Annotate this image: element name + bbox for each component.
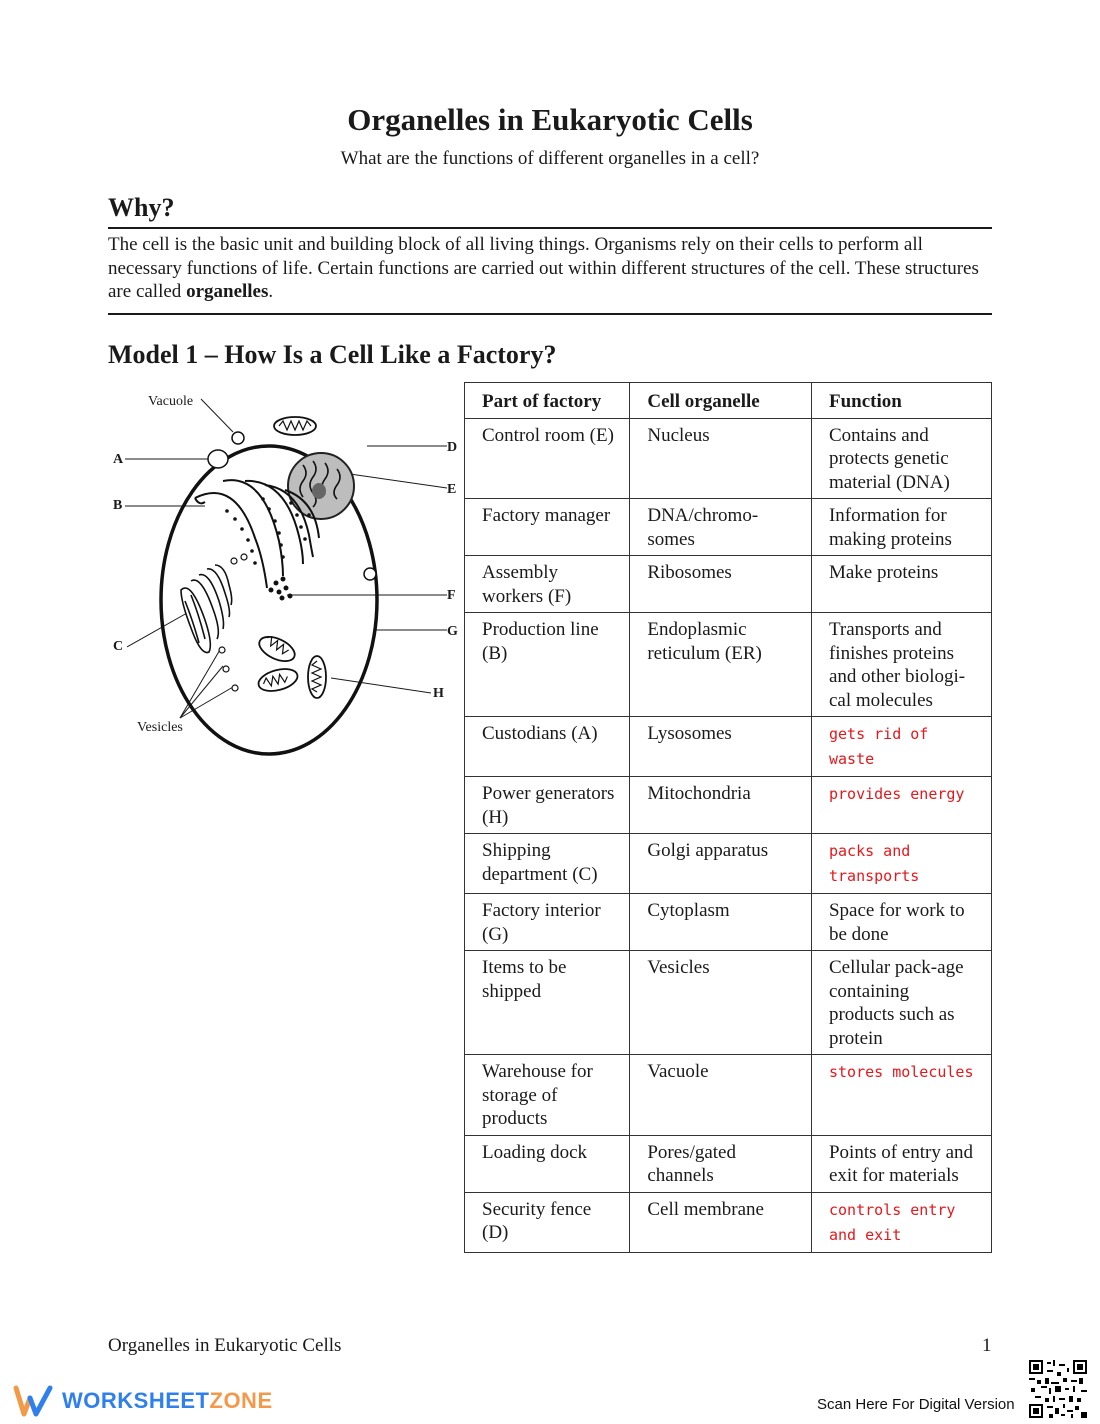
brand-name-zone: ZONE [209,1388,273,1413]
cell-organelle: Vacuole [630,1055,812,1136]
cell-factory-part: Factory interior (G) [465,894,630,951]
cell-factory-part: Loading dock [465,1135,630,1192]
cell-function: Cellular pack-age containing products such as protein [811,951,991,1055]
label-c: C [113,639,124,654]
cell-organelle: Mitochondria [630,777,812,834]
cell-factory-part: Custodians (A) [465,717,630,777]
worksheetzone-logo-icon [14,1384,54,1418]
label-a: A [113,452,124,467]
cell-function: Transports and finishes proteins and other biologi-cal molecules [811,613,991,717]
lysosome-shape [208,450,228,468]
table-row [465,418,992,499]
vesicle-shape [219,647,225,653]
page-title: Organelles in Eukaryotic Cells [347,102,753,137]
cell-factory-part: Shipping department (C) [465,834,630,894]
cell-organelle: Endoplasmic reticulum (ER) [630,613,812,717]
section-rule [108,313,992,315]
table-row [465,717,992,777]
handwritten-answer: controls entry and exit [811,1192,991,1252]
vesicle-shape [223,666,229,672]
brand-name-worksheet: WORKSHEET [62,1388,210,1413]
mitochondrion-shape [308,656,326,698]
cell-organelle: Golgi apparatus [630,834,812,894]
vacuole-shape [232,432,244,444]
table-body [465,418,992,1252]
table-row [465,1135,992,1192]
cell-organelle: Pores/gated channels [630,1135,812,1192]
cell-function: Make proteins [811,556,991,613]
cell-organelle: Nucleus [630,418,812,499]
table-row [465,556,992,613]
mitochondrion-shape [274,417,316,435]
brand-logo [14,1384,273,1418]
table-row [465,951,992,1055]
cell-organelle: Cell membrane [630,1192,812,1252]
cell-function: Space for work to be done [811,894,991,951]
cell-factory-part: Control room (E) [465,418,630,499]
label-h: H [433,686,444,701]
cell-factory-part: Production line (B) [465,613,630,717]
label-b: B [113,498,123,513]
column-header-part: Part of factory [465,383,630,419]
page-number: 1 [982,1335,992,1356]
table-row [465,894,992,951]
cell-factory-part: Warehouse for storage of products [465,1055,630,1136]
cell-organelle: Vesicles [630,951,812,1055]
golgi-apparatus-shape [181,565,232,653]
why-text-start: The cell is the basic unit and building block of all living things. Organisms rely on their cells to perform all necessary functions of life. Certain functions are carried out within different structures of the cell. These structures are called [108,234,979,302]
model-heading: Model 1 – How Is a Cell Like a Factory? [108,340,557,369]
cell-factory-part: Factory manager [465,499,630,556]
cell-organelle: Cytoplasm [630,894,812,951]
why-keyword: organelles [186,281,269,302]
cell-factory-part: Assembly workers (F) [465,556,630,613]
table-row [465,499,992,556]
column-header-organelle: Cell organelle [630,383,812,419]
table-row [465,777,992,834]
cell-organelle: Lysosomes [630,717,812,777]
cell-organelle: DNA/chromo-somes [630,499,812,556]
organelle-table [464,382,992,1253]
cell-function: Points of entry and exit for materials [811,1135,991,1192]
label-f: F [447,588,456,603]
qr-code-icon[interactable] [1029,1360,1087,1418]
label-g: G [447,624,458,639]
handwritten-answer: stores molecules [811,1055,991,1136]
cell-organelle: Ribosomes [630,556,812,613]
footer-title: Organelles in Eukaryotic Cells [108,1335,342,1356]
cell-factory-part: Items to be shipped [465,951,630,1055]
table-row [465,834,992,894]
table-header-row [465,383,992,419]
table-row [465,1055,992,1136]
vesicle-shape [232,685,238,691]
cell-function: Information for making proteins [811,499,991,556]
cell-diagram [105,385,458,745]
mitochondrion-shape [256,632,299,666]
table-row [465,613,992,717]
table-row [465,1192,992,1252]
why-paragraph [108,233,992,304]
vesicles-label: Vesicles [137,720,183,735]
brand-name [62,1388,273,1414]
handwritten-answer: packs and transports [811,834,991,894]
section-rule [108,227,992,229]
cell-function: Contains and protects genetic material (DNA) [811,418,991,499]
column-header-function: Function [811,383,991,419]
handwritten-answer: provides energy [811,777,991,834]
label-d: D [447,440,458,455]
cell-factory-part: Power generators (H) [465,777,630,834]
mitochondrion-shape [256,665,300,695]
cell-factory-part: Security fence (D) [465,1192,630,1252]
vacuole-label: Vacuole [148,394,194,409]
handwritten-answer: gets rid of waste [811,717,991,777]
ribosomes-shape [269,577,293,601]
page-subtitle: What are the functions of different organelles in a cell? [340,148,760,169]
why-heading: Why? [108,193,175,222]
label-e: E [447,482,457,497]
why-text-end: . [268,281,274,302]
scan-instruction: Scan Here For Digital Version [817,1396,1015,1413]
